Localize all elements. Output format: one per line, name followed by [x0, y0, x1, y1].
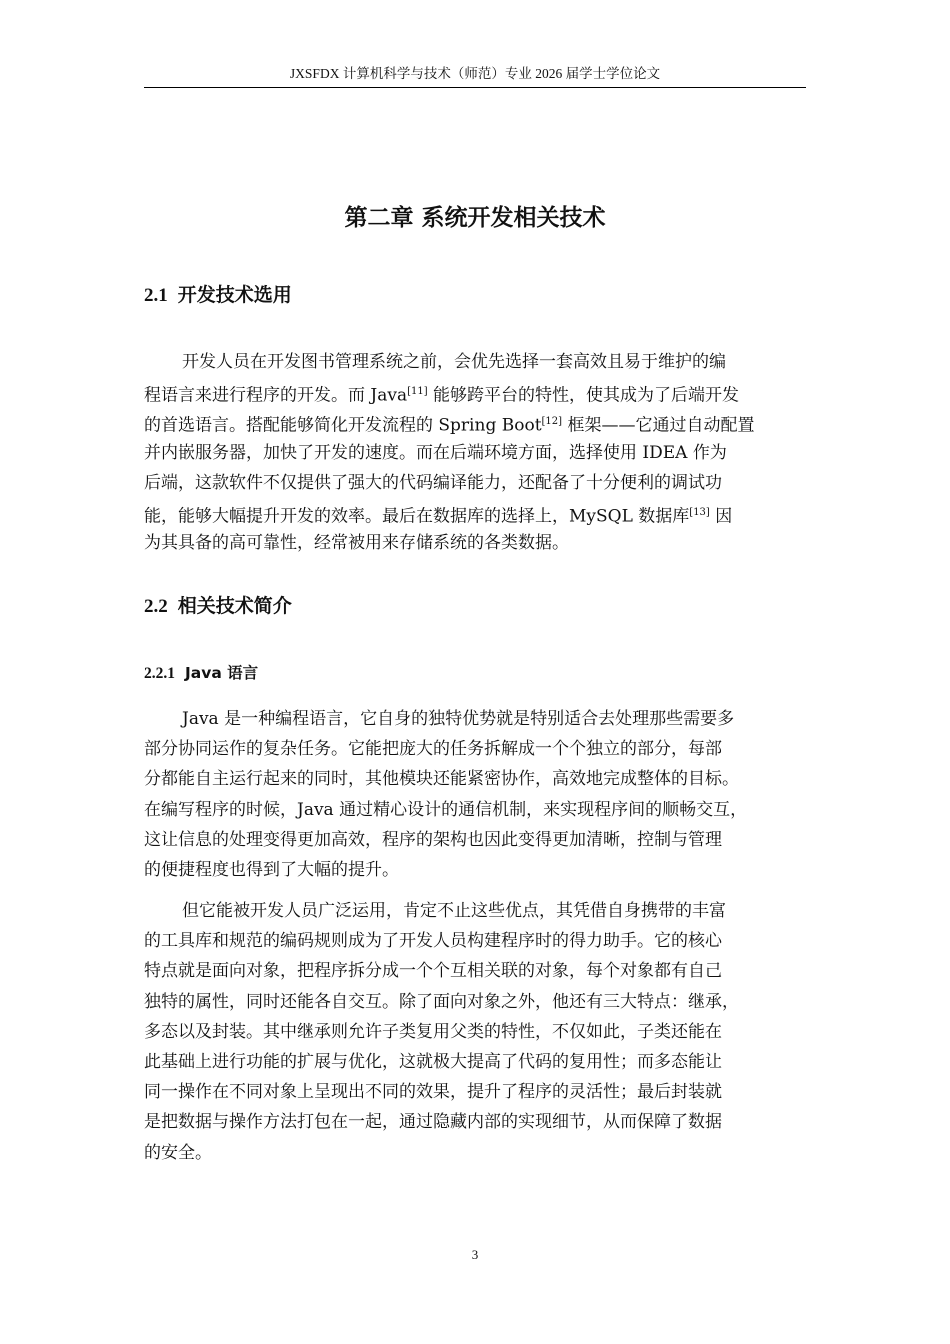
text-line: 的工具库和规范的编码规则成为了开发人员构建程序时的得力助手。它的核心 — [144, 931, 722, 952]
citation-marker: [11] — [407, 386, 428, 398]
section-number: 2.1 — [144, 285, 168, 306]
chapter-title: 第二章 系统开发相关技术 — [344, 205, 606, 231]
text-line: Java 是一种编程语言，它自身的独特优势就是特别适合去处理那些需要多 — [182, 709, 735, 729]
section-title: 开发技术选用 — [177, 284, 292, 306]
text-line: 程语言来进行程序的开发。而 Java[11] 能够跨平台的特性，使其成为了后端开发 — [144, 385, 740, 406]
section-number: 2.2 — [144, 596, 168, 617]
subsection-heading-2-2-1 — [144, 660, 258, 687]
citation-marker: [12] — [541, 416, 563, 428]
text-line: 的首选语言。搭配能够简化开发流程的 Spring Boot[12] 框架——它通过自动配置 — [144, 416, 755, 437]
header-rule — [144, 87, 806, 88]
paragraph-2-2-1-b — [144, 896, 808, 1168]
subsection-number: 2.2.1 — [144, 665, 175, 682]
citation-marker: [13] — [689, 506, 710, 518]
text-line: 部分协同运作的复杂任务。它能把庞大的任务拆解成一个个独立的部分，每部 — [144, 739, 722, 760]
section-title: 相关技术简介 — [177, 595, 292, 617]
text-line: 分都能自主运行起来的同时，其他模块还能紧密协作，高效地完成整体的目标。 — [144, 769, 739, 790]
text-line: 这让信息的处理变得更加高效，程序的架构也因此变得更加清晰，控制与管理 — [144, 829, 722, 850]
text-line: 在编写程序的时候，Java 通过精心设计的通信机制，来实现程序间的顺畅交互， — [144, 799, 748, 820]
text-line: 但它能被开发人员广泛运用，肯定不止这些优点，其凭借自身携带的丰富 — [182, 901, 726, 921]
text-line: 后端，这款软件不仅提供了强大的代码编译能力，还配备了十分便利的调试功 — [144, 472, 722, 493]
paragraph-2-1 — [144, 347, 808, 558]
text-line: 开发人员在开发图书管理系统之前，会优先选择一套高效且易于维护的编 — [182, 352, 726, 372]
text-line: 并内嵌服务器，加快了开发的速度。而在后端环境方面，选择使用 IDEA 作为 — [144, 442, 727, 463]
text-line: 能，能够大幅提升开发的效率。最后在数据库的选择上，MySQL 数据库[13] 因 — [144, 506, 733, 527]
section-heading-2-1 — [144, 280, 292, 311]
running-header: JXSFDX 计算机科学与技术（师范）专业 2026 届学士学位论文 — [289, 66, 661, 81]
section-heading-2-2 — [144, 591, 292, 622]
page-number: 3 — [471, 1247, 479, 1262]
text-line: 多态以及封装。其中继承则允许子类复用父类的特性，不仅如此，子类还能在 — [144, 1021, 722, 1042]
text-line: 同一操作在不同对象上呈现出不同的效果，提升了程序的灵活性；最后封装就 — [144, 1082, 722, 1103]
text-line: 独特的属性，同时还能各自交互。除了面向对象之外，他还有三大特点：继承， — [144, 991, 739, 1012]
text-line: 的安全。 — [144, 1142, 212, 1163]
text-line: 是把数据与操作方法打包在一起，通过隐藏内部的实现细节，从而保障了数据 — [144, 1112, 722, 1133]
text-line: 为其具备的高可靠性，经常被用来存储系统的各类数据。 — [144, 533, 569, 554]
paragraph-2-2-1-a — [144, 704, 808, 885]
subsection-title: Java 语言 — [185, 664, 259, 682]
text-line: 特点就是面向对象，把程序拆分成一个个互相关联的对象，每个对象都有自己 — [144, 961, 722, 982]
text-line: 的便捷程度也得到了大幅的提升。 — [144, 859, 399, 880]
text-line: 此基础上进行功能的扩展与优化，这就极大提高了代码的复用性；而多态能让 — [144, 1051, 722, 1072]
